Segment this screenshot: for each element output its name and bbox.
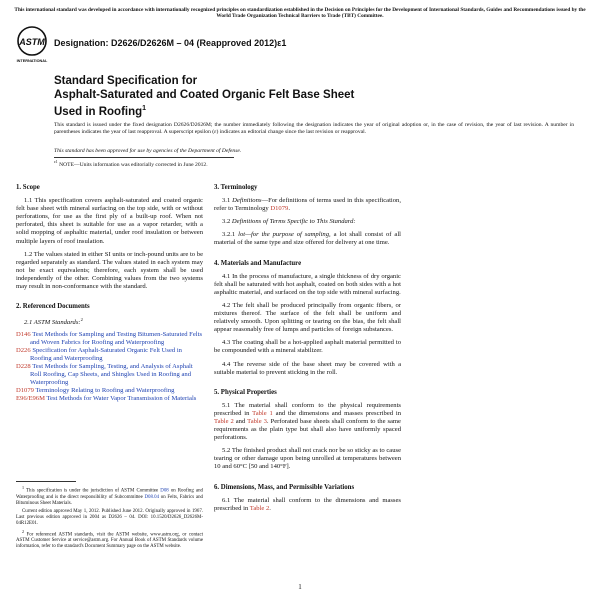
table-2-link[interactable]: Table 2 [214, 417, 234, 425]
terminology-heading: 3. Terminology [214, 184, 258, 191]
dimensions-6-1: 6.1 The material shall conform to the dimensions and masses prescribed in Table 2. [214, 496, 401, 512]
scope-heading: 1. Scope [16, 184, 40, 191]
title-line-1: Standard Specification for [54, 75, 198, 87]
designation: Designation: D2626/D2626M – 04 (Reapproved 2012)ε1 [54, 38, 287, 48]
terminology-3-2-1: 3.2.1 lot—for the purpose of sampling, a lot shall consist of all material of the same type and size offered for delivery at one time. [214, 231, 401, 247]
terminology-3-1: 3.1 Definitions—For definitions of terms used in this specification, refer to Terminology D1079. [214, 197, 401, 213]
materials-4-3: 4.3 The coating shall be a hot-applied asphalt material permitted to be compounded with a mineral stabilizer. [214, 339, 401, 355]
reference-item[interactable]: D228 Test Methods for Sampling, Testing, and Analysis of Asphalt Roll Roofing, Cap Sheets, and Shingles Used in Roofing and Waterproofing [16, 362, 193, 387]
physical-5-1: 5.1 The material shall conform to the physical requirements prescribed in Table 1 and the dimensions and masses prescribed in Table 2 and Table 3. Perforated base sheets shall conform to the same requirements as the plain type but shall also have uniformly spaced perforations. [214, 401, 401, 442]
d1079-link[interactable]: D1079 [270, 205, 289, 213]
title-line-3: Used in Roofing [54, 105, 143, 118]
scope-1-1: 1.1 This specification covers asphalt-saturated and coated organic felt base sheet with mineral surfacing on the top side, with or without perforations, for use as the first ply of a built-up roof. When not perforated, this sheet is suitable for use as a vapor retarder, with a solid mopping of asphaltic material, under roof insulation or between multiple layers of roof insulation. [16, 197, 203, 245]
materials-4-2: 4.2 The felt shall be produced principally from organic fibers, or mixtures thereof. The surface of the felt shall be uniform and relatively smooth. Upon splitting or tearing on the bias, the felt shall appear reasonably free of lumps and particles of foreign substances. [214, 301, 401, 334]
reference-item[interactable]: D226 Specification for Asphalt-Saturated Organic Felt Used in Roofing and Waterproofing [16, 346, 182, 362]
right-column [214, 184, 401, 518]
title-footnote-mark: 1 [142, 105, 147, 112]
logo-subtext: INTERNATIONAL [16, 59, 48, 63]
subcommittee-link[interactable]: D08.04 [144, 494, 160, 500]
reference-item[interactable]: D146 Test Methods for Sampling and Testing Bitumen-Saturated Felts and Woven Fabrics for Roofing and Waterproofing [16, 330, 203, 346]
document-title [54, 74, 414, 119]
footnote-divider [16, 481, 76, 482]
materials-4-1: 4.1 In the process of manufacture, a single thickness of dry organic felt shall be saturated with hot asphalt, coated on both sides with a hot asphaltic material, and surfaced on the top side with mineral surfacing. [214, 272, 401, 296]
scope-1-2: 1.2 The values stated in either SI units or inch-pound units are to be regarded separately as standard. The values stated in each system may not be exact equivalents; therefore, each system shall be used independently of the other. Combining values from the two systems may result in non-conformance with the standard. [16, 250, 203, 291]
footnote-1: $^1$ This specification is under the jurisdiction of ASTM Committee D08 on Roofing and Waterproofing and is the direct responsibility of Subcommittee D08.04 on Felts, Fabrics and Bituminous Sheet Materials. [16, 485, 203, 506]
physical-5-2: 5.2 The finished product shall not crack nor be so sticky as to cause tearing or other damage upon being unrolled at temperatures between 10 and 60°C [50 and 140°F]. [214, 447, 401, 471]
tbt-notice: This international standard was developed in accordance with internationally recognized principles on standardization established in the Decision on Principles for the Development of International Standards, Guides and Recommendations issued by the World Trade Organization Technical Barriers to Trade (TBT) Committee. [14, 7, 586, 20]
note-divider [54, 157, 234, 158]
table-2-link[interactable]: Table 2 [249, 504, 270, 512]
page-number: 1 [298, 583, 302, 591]
reference-item[interactable]: D1079 Terminology Relating to Roofing and Waterproofing [16, 387, 175, 395]
materials-heading: 4. Materials and Manufacture [214, 259, 302, 267]
logo-text: ASTM [19, 37, 45, 47]
referenced-documents-heading: 2. Referenced Documents [16, 303, 90, 311]
reference-item[interactable]: E96/E96M Test Methods for Water Vapor Transmission of Materials [16, 395, 197, 403]
dod-approval-note: This standard has been approved for use by agencies of the Department of Defense. [54, 148, 242, 154]
table-3-link[interactable]: Table 3 [247, 417, 267, 425]
physical-properties-heading: 5. Physical Properties [214, 388, 277, 396]
left-column [16, 184, 203, 403]
footnote-1-edition: Current edition approved May 1, 2012. Published June 2012. Originally approved in 1967. Last previous edition approved in 2004 as D2626 – 04. DOI: 10.1520/D2626_D2626M-04R12E01. [16, 508, 203, 526]
dimensions-heading: 6. Dimensions, Mass, and Permissible Variations [214, 483, 355, 491]
issue-note: This standard is issued under the fixed designation D2626/D2626M; the number immediately following the designation indicates the year of original adoption or, in the case of revision, the year of last revision. A number in parentheses indicates the year of last reapproval. A superscript epsilon (ε) indicates an editorial change since the last revision or reapproval. [54, 122, 574, 135]
astm-logo-icon [16, 25, 48, 65]
committee-link[interactable]: D08 [160, 488, 169, 494]
editorial-note: $^{\varepsilon 1}$ NOTE—Units information was editorially corrected in June 2012. [54, 159, 208, 168]
astm-standards-label: 2.1 ASTM Standards:$^2$ [24, 317, 83, 327]
table-1-link[interactable]: Table 1 [252, 409, 273, 417]
materials-4-4: 4.4 The reverse side of the base sheet may be covered with a suitable material to prevent sticking in the roll. [214, 360, 401, 376]
footnote-2: $^2$ For referenced ASTM standards, visit the ASTM website, www.astm.org, or contact ASTM Customer Service at service@astm.org. For Annual Book of ASTM Standards volume information, refer to the standard's Document Summary page on the ASTM website. [16, 528, 203, 550]
footnotes [16, 485, 203, 552]
terminology-3-2: 3.2 Definitions of Terms Specific to This Standard: [222, 218, 356, 226]
title-line-2: Asphalt-Saturated and Coated Organic Felt Base Sheet [54, 89, 355, 101]
